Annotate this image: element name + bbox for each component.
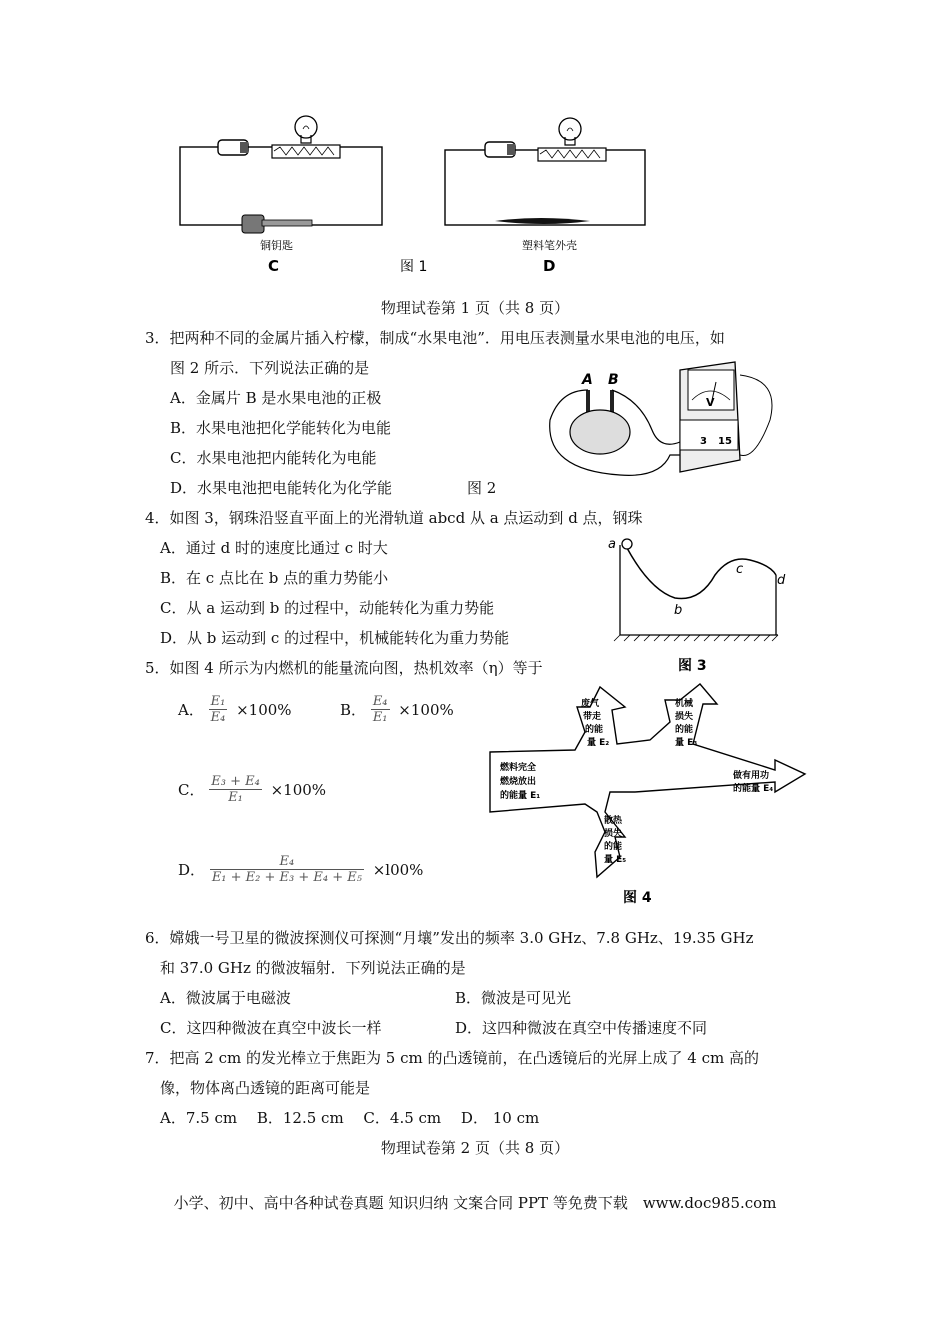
figure-2-fruit-battery bbox=[540, 360, 810, 485]
fraction-b: $\frac{\text{E₄}}{\text{E₁}}$ bbox=[372, 694, 388, 725]
q6-option-d: D．这四种微波在真空中传播速度不同 bbox=[455, 1019, 708, 1037]
flow-mechanical-label: 的能 bbox=[675, 725, 694, 735]
circuit-d bbox=[445, 118, 645, 275]
q3-option-d: D．水果电池把电能转化为化学能 bbox=[170, 479, 393, 497]
flow-heat-label: 的能 bbox=[604, 842, 623, 852]
d-letter: D bbox=[543, 257, 556, 275]
fraction-d: $\frac{\text{E₄}}{\text{E₁ + E₂ + E₃ + E₄ + E₅}}$ bbox=[211, 854, 362, 885]
q6-option-b: B．微波是可见光 bbox=[455, 989, 572, 1007]
figure-3-track bbox=[600, 530, 800, 680]
flow-heat-label: 散热 bbox=[604, 816, 623, 826]
lemon-icon bbox=[570, 410, 630, 454]
times-100: ×100% bbox=[236, 700, 292, 719]
flow-exhaust-label: 带走 bbox=[583, 712, 602, 722]
flow-mechanical-label: 机械 bbox=[675, 699, 694, 709]
q4-option-b: B．在 c 点比在 b 点的重力势能小 bbox=[160, 569, 389, 587]
flow-heat-label: 损失 bbox=[604, 829, 623, 839]
point-b: b bbox=[674, 603, 683, 618]
option-c-label: C． bbox=[178, 781, 205, 799]
q7-stem-line1: 7．把高 2 cm 的发光棒立于焦距为 5 cm 的凸透镜前，在凸透镜后的光屏上成了 4 cm 高的 bbox=[145, 1049, 759, 1067]
q4-option-a: A．通过 d 时的速度比通过 c 时大 bbox=[160, 539, 388, 557]
option-a-label: A． bbox=[178, 701, 204, 719]
flow-useful-label: 的能量 E₄ bbox=[733, 784, 774, 794]
figure-2-caption: 图 2 bbox=[467, 479, 497, 497]
figure-1-caption: 图 1 bbox=[400, 259, 428, 275]
figure-4-caption: 图 4 bbox=[623, 890, 652, 906]
flow-exhaust-label: 废气 bbox=[581, 699, 600, 709]
q3-option-c: C．水果电池把内能转化为电能 bbox=[170, 449, 377, 467]
electrode-label-b: B bbox=[608, 372, 619, 388]
q6-stem-line1: 6．嫦娥一号卫星的微波探测仪可探测“月壤”发出的频率 3.0 GHz、7.8 GHz、19.35 GHz bbox=[145, 929, 754, 947]
flow-exhaust-label: 量 E₂ bbox=[587, 738, 610, 748]
flow-exhaust-label: 的能 bbox=[585, 725, 604, 735]
c-letter: C bbox=[268, 257, 280, 275]
q6-option-a: A．微波属于电磁波 bbox=[160, 989, 291, 1007]
q3-stem-line2: 图 2 所示．下列说法正确的是 bbox=[170, 359, 370, 377]
q7-options: A．7.5 cm B．12.5 cm C．4.5 cm D． 10 cm bbox=[160, 1109, 540, 1127]
times-100: ×l00% bbox=[372, 860, 424, 879]
flow-input-label: 燃料完全 bbox=[500, 763, 537, 773]
q3-stem-line1: 3．把两种不同的金属片插入柠檬，制成“水果电池”．用电压表测量水果电池的电压，如 bbox=[145, 329, 725, 347]
point-a: a bbox=[608, 537, 616, 552]
option-d-label: D． bbox=[178, 861, 206, 879]
voltmeter-icon bbox=[680, 362, 772, 472]
flow-useful-label: 做有用功 bbox=[733, 771, 770, 781]
fraction-a: $\frac{\text{E₁}}{\text{E₄}}$ bbox=[210, 694, 226, 725]
flow-mechanical-label: 量 E₃ bbox=[675, 738, 698, 748]
site-footer: 小学、初中、高中各种试卷真题 知识归纳 文案合同 PPT 等免费下载 www.doc985.com bbox=[173, 1194, 777, 1212]
q4-stem: 4．如图 3，钢珠沿竖直平面上的光滑轨道 abcd 从 a 点运动到 d 点，钢珠 bbox=[145, 509, 643, 527]
steel-ball-icon bbox=[622, 539, 632, 549]
page-footer-2: 物理试卷第 2 页（共 8 页） bbox=[380, 1139, 570, 1157]
flow-input-label: 的能量 E₁ bbox=[500, 791, 541, 801]
plastic-pen-icon bbox=[495, 218, 590, 224]
q5-stem: 5．如图 4 所示为内燃机的能量流向图，热机效率（η）等于 bbox=[145, 659, 543, 677]
q5-option-b bbox=[340, 694, 454, 725]
q5-option-c bbox=[178, 774, 326, 805]
q7-stem-line2: 像，物体离凸透镜的距离可能是 bbox=[160, 1079, 371, 1097]
fraction-c: $\frac{\text{E₃ + E₄}}{\text{E₁}}$ bbox=[211, 774, 260, 805]
q6-stem-line2: 和 37.0 GHz 的微波辐射．下列说法正确的是 bbox=[160, 959, 466, 977]
q5-option-d bbox=[178, 854, 423, 885]
terminal-3: 3 bbox=[700, 436, 707, 447]
electrode-label-a: A bbox=[582, 372, 593, 388]
flow-heat-label: 量 E₅ bbox=[604, 855, 627, 865]
bulb-base bbox=[538, 148, 606, 161]
option-b-label: B． bbox=[340, 701, 367, 719]
times-100: ×100% bbox=[270, 780, 327, 799]
key-icon bbox=[242, 215, 312, 233]
bulb-base bbox=[272, 145, 340, 158]
q4-option-c: C．从 a 运动到 b 的过程中，动能转化为重力势能 bbox=[160, 599, 495, 617]
c-item-label: 铜钥匙 bbox=[260, 239, 293, 252]
bulb-icon bbox=[559, 118, 581, 140]
q5-option-a bbox=[178, 694, 292, 725]
d-item-label: 塑料笔外壳 bbox=[522, 239, 577, 252]
q6-option-c: C．这四种微波在真空中波长一样 bbox=[160, 1019, 382, 1037]
point-d: d bbox=[777, 573, 786, 588]
figure-1-circuits bbox=[160, 105, 720, 285]
figure-3-caption: 图 3 bbox=[678, 658, 707, 674]
bulb-icon bbox=[295, 116, 317, 138]
q3-option-b: B．水果电池把化学能转化为电能 bbox=[170, 419, 392, 437]
q3-option-a: A．金属片 B 是水果电池的正极 bbox=[170, 389, 382, 407]
flow-mechanical-label: 损失 bbox=[675, 712, 694, 722]
times-100: ×100% bbox=[398, 700, 454, 719]
q4-option-d: D．从 b 运动到 c 的过程中，机械能转化为重力势能 bbox=[160, 629, 510, 647]
point-c: c bbox=[736, 562, 744, 577]
figure-4-energy-flow bbox=[485, 682, 835, 912]
circuit-c bbox=[180, 116, 382, 275]
voltmeter-v: V bbox=[706, 396, 715, 409]
terminal-15: 15 bbox=[718, 436, 732, 447]
flow-input-label: 燃烧放出 bbox=[500, 777, 537, 787]
page-footer-1: 物理试卷第 1 页（共 8 页） bbox=[380, 299, 570, 317]
